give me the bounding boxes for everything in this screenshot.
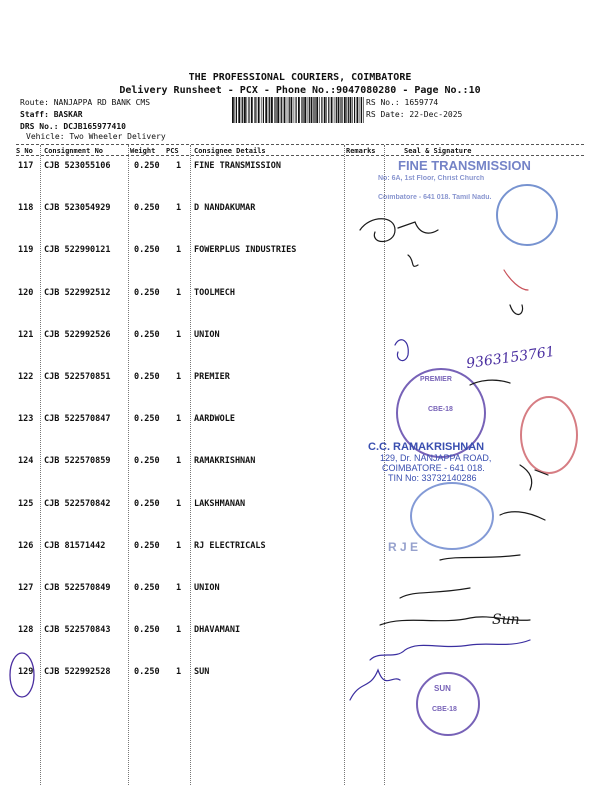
sun-stamp-text: SUN [434,684,451,693]
barcode-bar [241,97,242,123]
row-weight: 0.250 [134,414,160,425]
table-row [0,288,600,330]
col-consignment: Consignment No [44,147,104,155]
col-remarks: Remarks [346,147,376,155]
barcode-bar [258,97,260,123]
rj-stamp: R J E [388,540,419,554]
row-weight: 0.250 [134,667,160,678]
staff-label: Staff: BASKAR [20,110,83,119]
row-consignee: SUN [194,667,210,678]
rk-stamp-name: C.C. RAMAKRISHNAN [368,441,485,453]
barcode-bar [287,97,288,123]
sun-stamp-code: CBE-18 [432,706,457,713]
barcode-bar [341,97,342,123]
barcode-bar [360,97,361,123]
barcode-bar [248,97,249,123]
barcode-bar [340,97,341,123]
barcode-bar [326,97,327,123]
row-pcs: 1 [176,287,182,298]
route-label: Route: NANJAPPA RD BANK CMS [20,98,151,107]
row-sno: 118 [18,203,34,214]
barcode-bar [281,97,282,123]
barcode-bar [265,97,267,123]
table-row [0,456,600,498]
rk-stamp-tin: TIN No: 33732140286 [388,473,477,483]
row-consignment: CJB 522570842 [44,498,111,509]
barcode-bar [254,97,255,123]
row-sno: 120 [18,287,34,298]
barcode-bar [344,97,346,123]
row-consignee: PREMIER [194,372,230,382]
col-seal: Seal & Signature [404,147,472,155]
row-weight: 0.250 [134,161,160,171]
barcode-bar [291,97,293,123]
handwritten-sun: Sun [492,612,520,628]
barcode-bar [263,97,264,123]
row-consignment: CJB 523054929 [44,203,111,214]
row-pcs: 1 [176,540,182,551]
row-pcs: 1 [176,245,182,256]
table-top-rule [16,144,584,145]
fine-stamp-address2: Coimbatore - 641 018. Tamil Nadu. [378,194,492,201]
barcode-bar [274,97,275,123]
barcode-bar [296,97,297,123]
row-sno: 124 [18,456,34,467]
row-consignee: UNION [194,583,220,593]
barcode-bar [238,97,240,123]
premier-stamp-code: CBE-18 [428,406,453,413]
table-header-rule [16,155,584,156]
barcode-bar [301,97,302,123]
row-weight: 0.250 [134,625,160,636]
row-weight: 0.250 [134,329,160,340]
row-sno: 123 [18,414,34,425]
runsheet-title: Delivery Runsheet - PCX - Phone No.:9047080280 - Page No.:10 [119,85,481,96]
barcode-bar [319,97,320,123]
row-consignment: CJB 81571442 [44,540,106,551]
row-consignee: LAKSHMANAN [194,498,246,509]
barcode-bar [284,97,286,123]
rs-number: RS No.: 1659774 [366,98,439,107]
barcode-bar [346,97,347,123]
row-weight: 0.250 [134,287,160,298]
barcode-bar [331,97,333,123]
row-pcs: 1 [176,414,182,425]
row-sno: 122 [18,372,34,382]
table-row [0,372,600,414]
row-pcs: 1 [176,625,182,636]
barcode-bar [289,97,290,123]
barcode-bar [361,97,362,123]
barcode-bar [314,97,315,123]
row-consignee: RAMAKRISHNAN [194,456,256,467]
row-consignee: UNION [194,329,220,340]
barcode-bar [350,97,352,123]
handwritten-phone: 9363153761 [465,343,556,373]
row-consignment: CJB 523055106 [44,161,111,171]
row-weight: 0.250 [134,245,160,256]
vehicle-label: Vehicle: Two Wheeler Delivery [26,132,166,141]
barcode-bar [354,97,355,123]
rk-stamp-addr1: 129, Dr. NANJAPPA ROAD, [380,453,492,463]
row-pcs: 1 [176,667,182,678]
row-weight: 0.250 [134,456,160,467]
col-pcs: PCS [166,147,179,155]
red-stamp [520,396,578,474]
row-consignee: DHAVAMANI [194,625,241,636]
row-weight: 0.250 [134,372,160,382]
row-consignee: TOOLMECH [194,287,235,298]
row-consignment: CJB 522570851 [44,372,111,382]
barcode-bar [311,97,313,123]
barcode-bar [313,97,314,123]
row-consignee: FINE TRANSMISSION [194,161,281,171]
barcode-bar [277,97,279,123]
row-pcs: 1 [176,372,182,382]
barcode-image [232,97,364,123]
barcode-bar [298,97,300,123]
barcode-bar [294,97,295,123]
row-sno: 128 [18,625,34,636]
barcode-bar [242,97,243,123]
barcode-bar [235,97,236,123]
ramakrishnan-stamp [368,441,491,483]
row-pcs: 1 [176,203,182,214]
table-row [0,625,600,667]
fine-stamp-title: FINE TRANSMISSION [398,158,531,173]
barcode-bar [268,97,269,123]
row-weight: 0.250 [134,583,160,593]
barcode-bar [363,97,364,123]
barcode-bar [324,97,326,123]
barcode-bar [251,97,253,123]
row-consignment: CJB 522570859 [44,456,111,467]
row-pcs: 1 [176,161,182,171]
oval-stamp [410,482,494,550]
agencies-stamp [496,184,558,246]
table-row [0,499,600,541]
premier-stamp-text: PREMIER [420,376,452,383]
barcode-bar [271,97,273,123]
barcode-bar [348,97,349,123]
row-pcs: 1 [176,583,182,593]
drs-label: DRS No.: DCJB165977410 [20,122,126,131]
table-row [0,541,600,583]
row-consignee: D NANDAKUMAR [194,203,256,214]
barcode-bar [302,97,303,123]
barcode-bar [247,97,248,123]
barcode-bar [255,97,256,123]
barcode-bar [280,97,281,123]
barcode-bar [352,97,353,123]
barcode-bar [269,97,270,123]
row-sno: 121 [18,329,34,340]
row-consignee: AARDWOLE [194,414,235,425]
row-weight: 0.250 [134,203,160,214]
barcode-bar [321,97,322,123]
table-row [0,245,600,287]
barcode-bar [232,97,234,123]
row-sno: 125 [18,498,34,509]
row-weight: 0.250 [134,498,160,509]
barcode-bar [357,97,359,123]
row-consignment: CJB 522570847 [44,414,111,425]
company-title: THE PROFESSIONAL COURIERS, COIMBATORE [188,72,412,83]
row-sno: 126 [18,540,34,551]
row-consignee: FOWERPLUS INDUSTRIES [194,245,297,256]
row-weight: 0.250 [134,540,160,551]
table-row [0,414,600,456]
row-consignment: CJB 522992528 [44,667,111,678]
row-pcs: 1 [176,456,182,467]
row-sno: 117 [18,161,34,171]
col-sno: S No [16,147,33,155]
barcode-bar [307,97,308,123]
fine-stamp-address: No: 6A, 1st Floor, Christ Church [378,175,485,182]
barcode-bar [236,97,237,123]
table-row [0,667,600,709]
col-consignee: Consignee Details [194,147,266,155]
row-sno: 127 [18,583,34,593]
barcode-bar [304,97,306,123]
row-pcs: 1 [176,498,182,509]
sun-stamp [416,672,480,736]
barcode-bar [309,97,310,123]
barcode-bar [336,97,337,123]
row-pcs: 1 [176,329,182,340]
row-consignment: CJB 522570849 [44,583,111,593]
row-consignee: RJ ELECTRICALS [194,540,266,551]
barcode-bar [328,97,329,123]
barcode-bar [334,97,335,123]
barcode-bar [275,97,276,123]
col-weight: Weight [130,147,156,155]
row-sno: 119 [18,245,34,256]
barcode-bar [338,97,340,123]
barcode-bar [316,97,318,123]
row-consignment: CJB 522990121 [44,245,111,256]
barcode-bar [244,97,246,123]
row-consignment: CJB 522992512 [44,287,111,298]
row-sno: 129 [18,667,34,678]
row-consignment: CJB 522992526 [44,329,111,340]
row-consignment: CJB 522570843 [44,625,111,636]
rk-stamp-addr2: COIMBATORE - 641 018. [382,463,485,473]
rs-date: RS Date: 22-Dec-2025 [366,110,463,119]
barcode-bar [261,97,262,123]
